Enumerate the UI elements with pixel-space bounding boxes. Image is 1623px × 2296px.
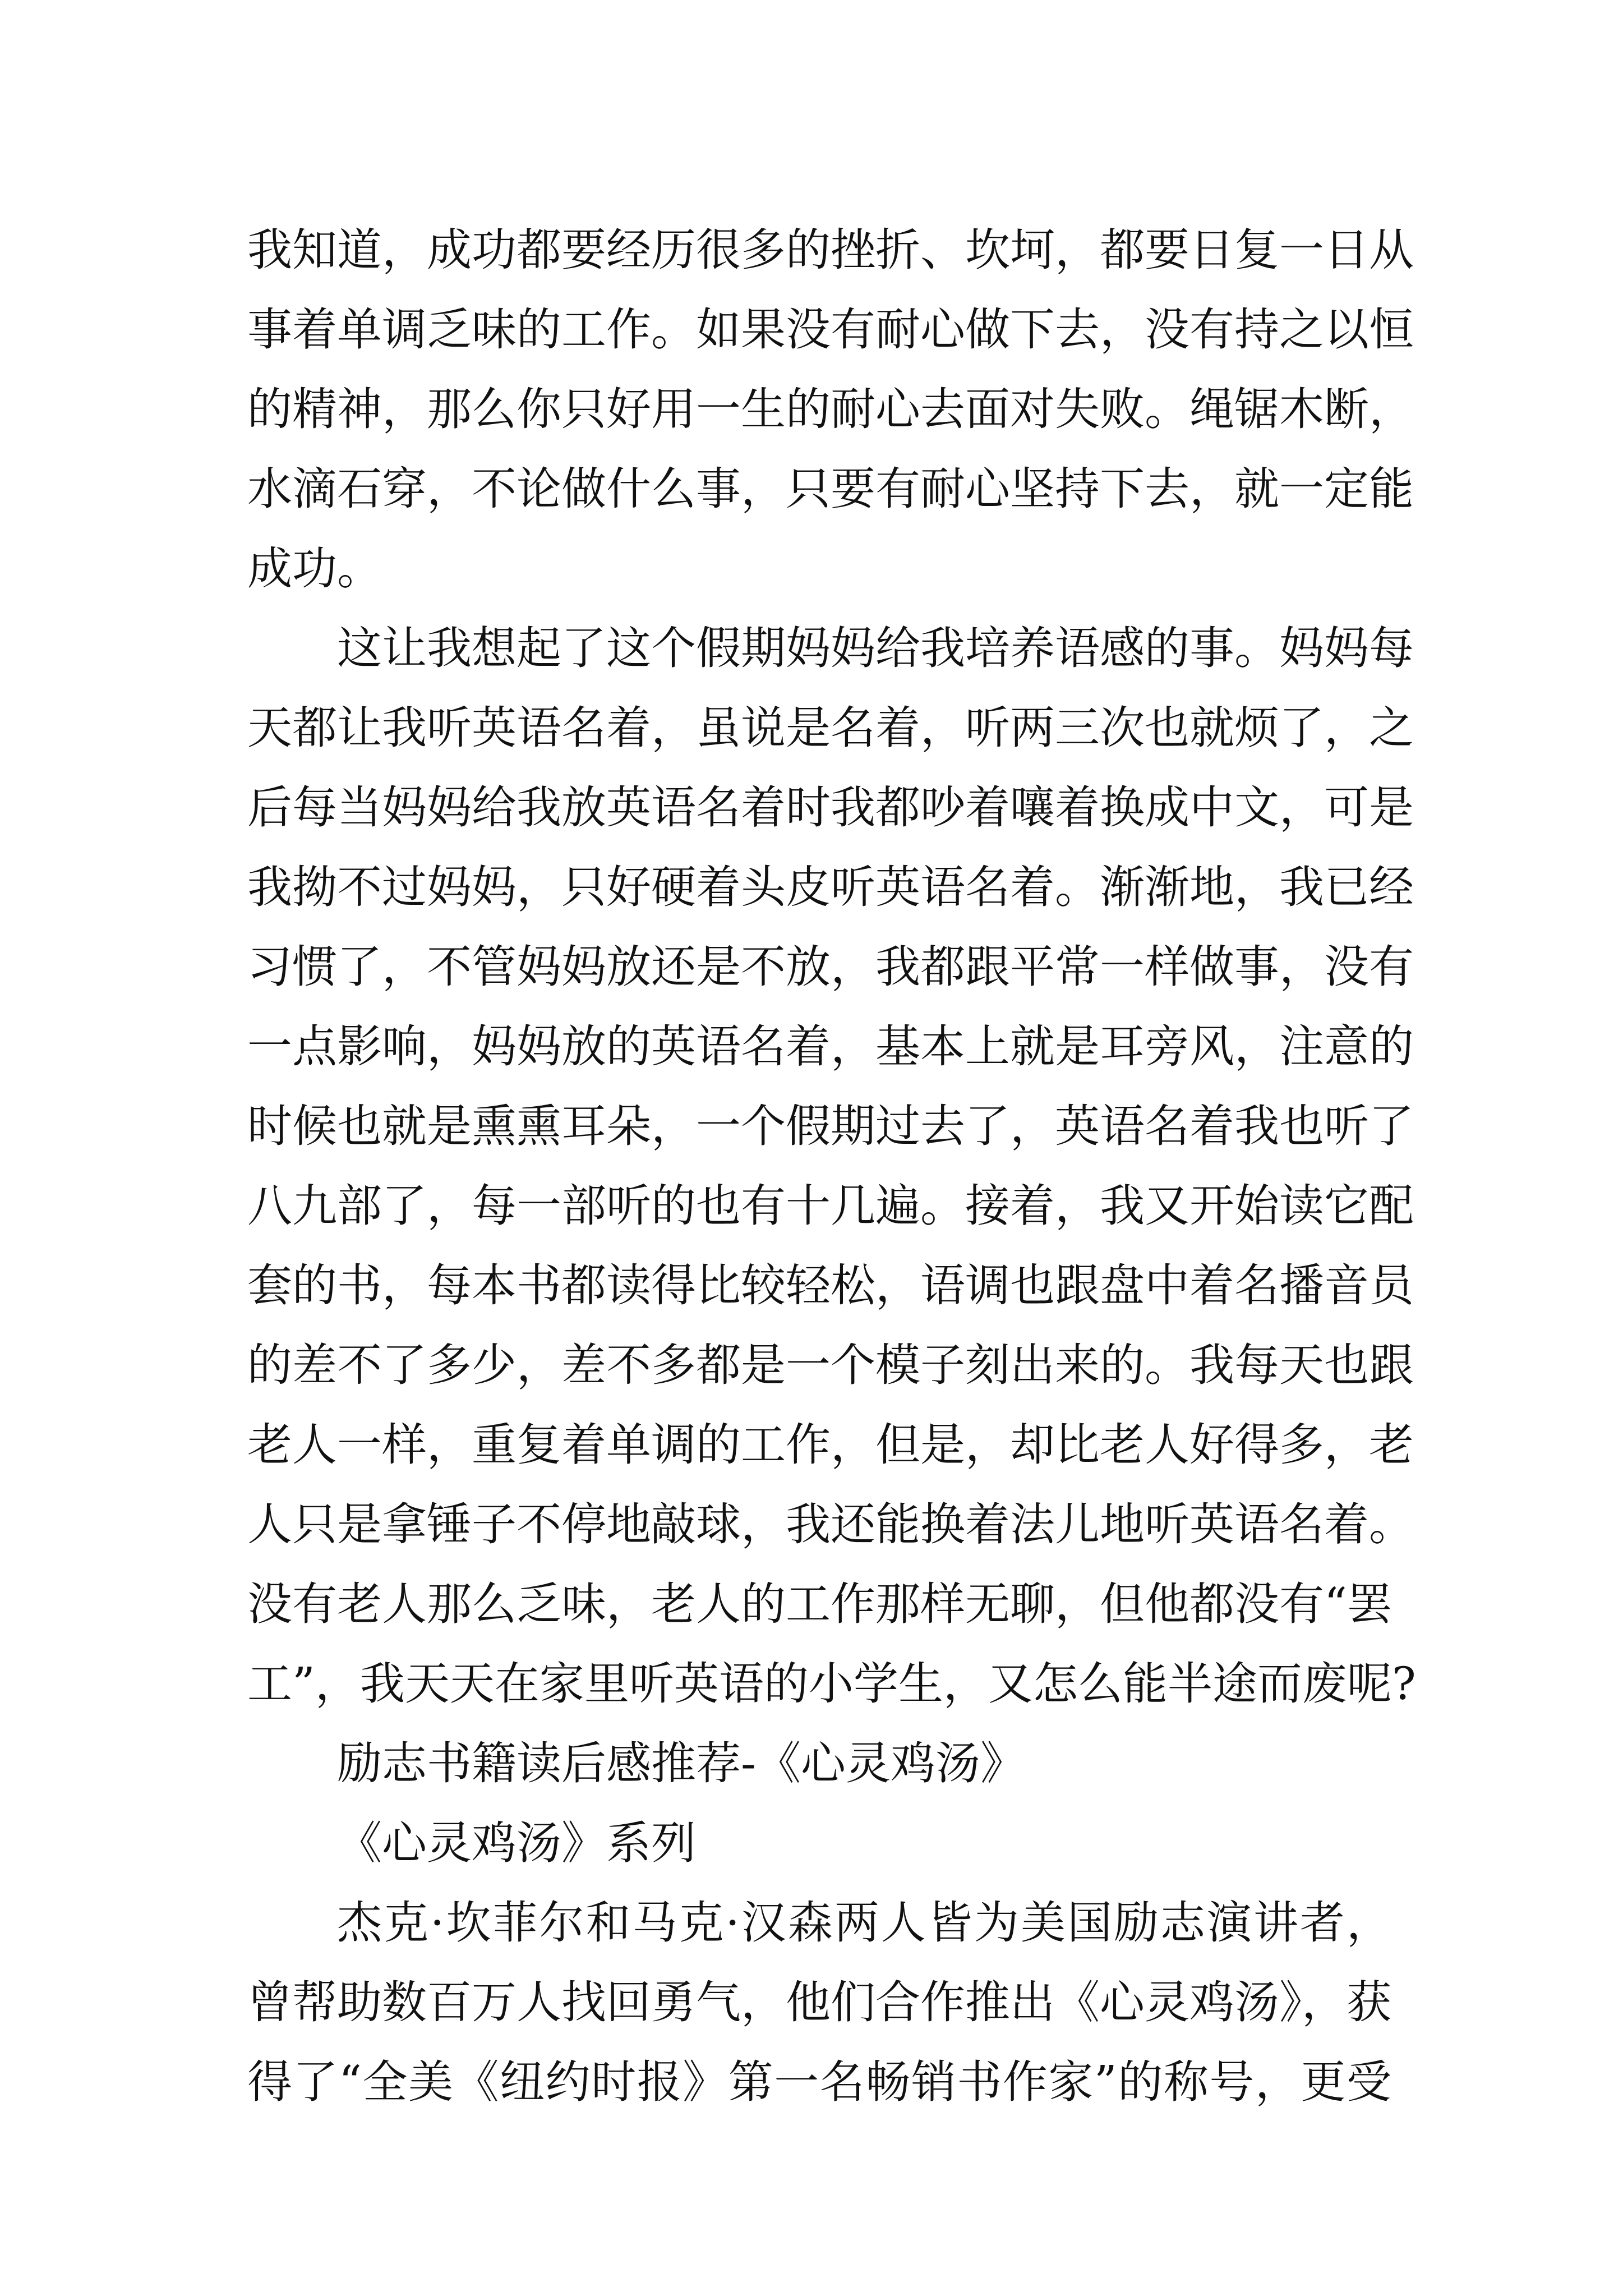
text-line: 我拗不过妈妈，只好硬着头皮听英语名着。渐渐地，我已经 [247,861,1414,913]
text-line: 我知道，成功都要经历很多的挫折、坎坷，都要日复一日从 [247,224,1414,276]
text-line: 八九部了，每一部听的也有十几遍。接着，我又开始读它配 [247,1180,1414,1232]
text-line: 时候也就是熏熏耳朵，一个假期过去了，英语名着我也听了 [247,1100,1414,1152]
series-title: 《心灵鸡汤》系列 [337,1817,696,1869]
text-line: 的差不了多少，差不多都是一个模子刻出来的。我每天也跟 [247,1339,1414,1391]
text-line: 水滴石穿，不论做什么事，只要有耐心坚持下去，就一定能 [247,463,1414,515]
text-line: 事着单调乏味的工作。如果没有耐心做下去，没有持之以恒 [247,303,1414,356]
paragraph-first-line: 这让我想起了这个假期妈妈给我培养语感的事。妈妈每 [337,622,1414,674]
text-line: 天都让我听英语名着，虽说是名着，听两三次也就烦了，之 [247,702,1414,754]
text-line: 的精神，那么你只好用一生的耐心去面对失败。绳锯木断， [247,383,1414,435]
text-line: 成功。 [247,542,382,595]
text-line: 没有老人那么乏味，老人的工作那样无聊，但他都没有“罢 [247,1578,1392,1630]
body-text [247,210,1416,2122]
text-line: 工”，我天天在家里听英语的小学生，又怎么能半途而废呢? [247,1658,1416,1710]
section-heading: 励志书籍读后感推荐-《心灵鸡汤》 [337,1737,1026,1789]
text-line: 人只是拿锤子不停地敲球，我还能换着法儿地听英语名着。 [247,1498,1414,1550]
text-line: 老人一样，重复着单调的工作，但是，却比老人好得多，老 [247,1419,1414,1471]
text-line: 套的书，每本书都读得比较轻松，语调也跟盘中着名播音员 [247,1259,1414,1312]
text-line: 习惯了，不管妈妈放还是不放，我都跟平常一样做事，没有 [247,941,1414,993]
text-line: 曾帮助数百万人找回勇气，他们合作推出《心灵鸡汤》，获 [247,1976,1391,2028]
paragraph-first-line: 杰克·坎菲尔和马克·汉森两人皆为美国励志演讲者， [337,1897,1391,1949]
text-line: 后每当妈妈给我放英语名着时我都吵着嚷着换成中文，可是 [247,781,1414,834]
text-line: 得了“全美《纽约时报》第一名畅销书作家”的称号，更受 [247,2056,1391,2108]
text-line: 一点影响，妈妈放的英语名着，基本上就是耳旁风，注意的 [247,1020,1414,1073]
